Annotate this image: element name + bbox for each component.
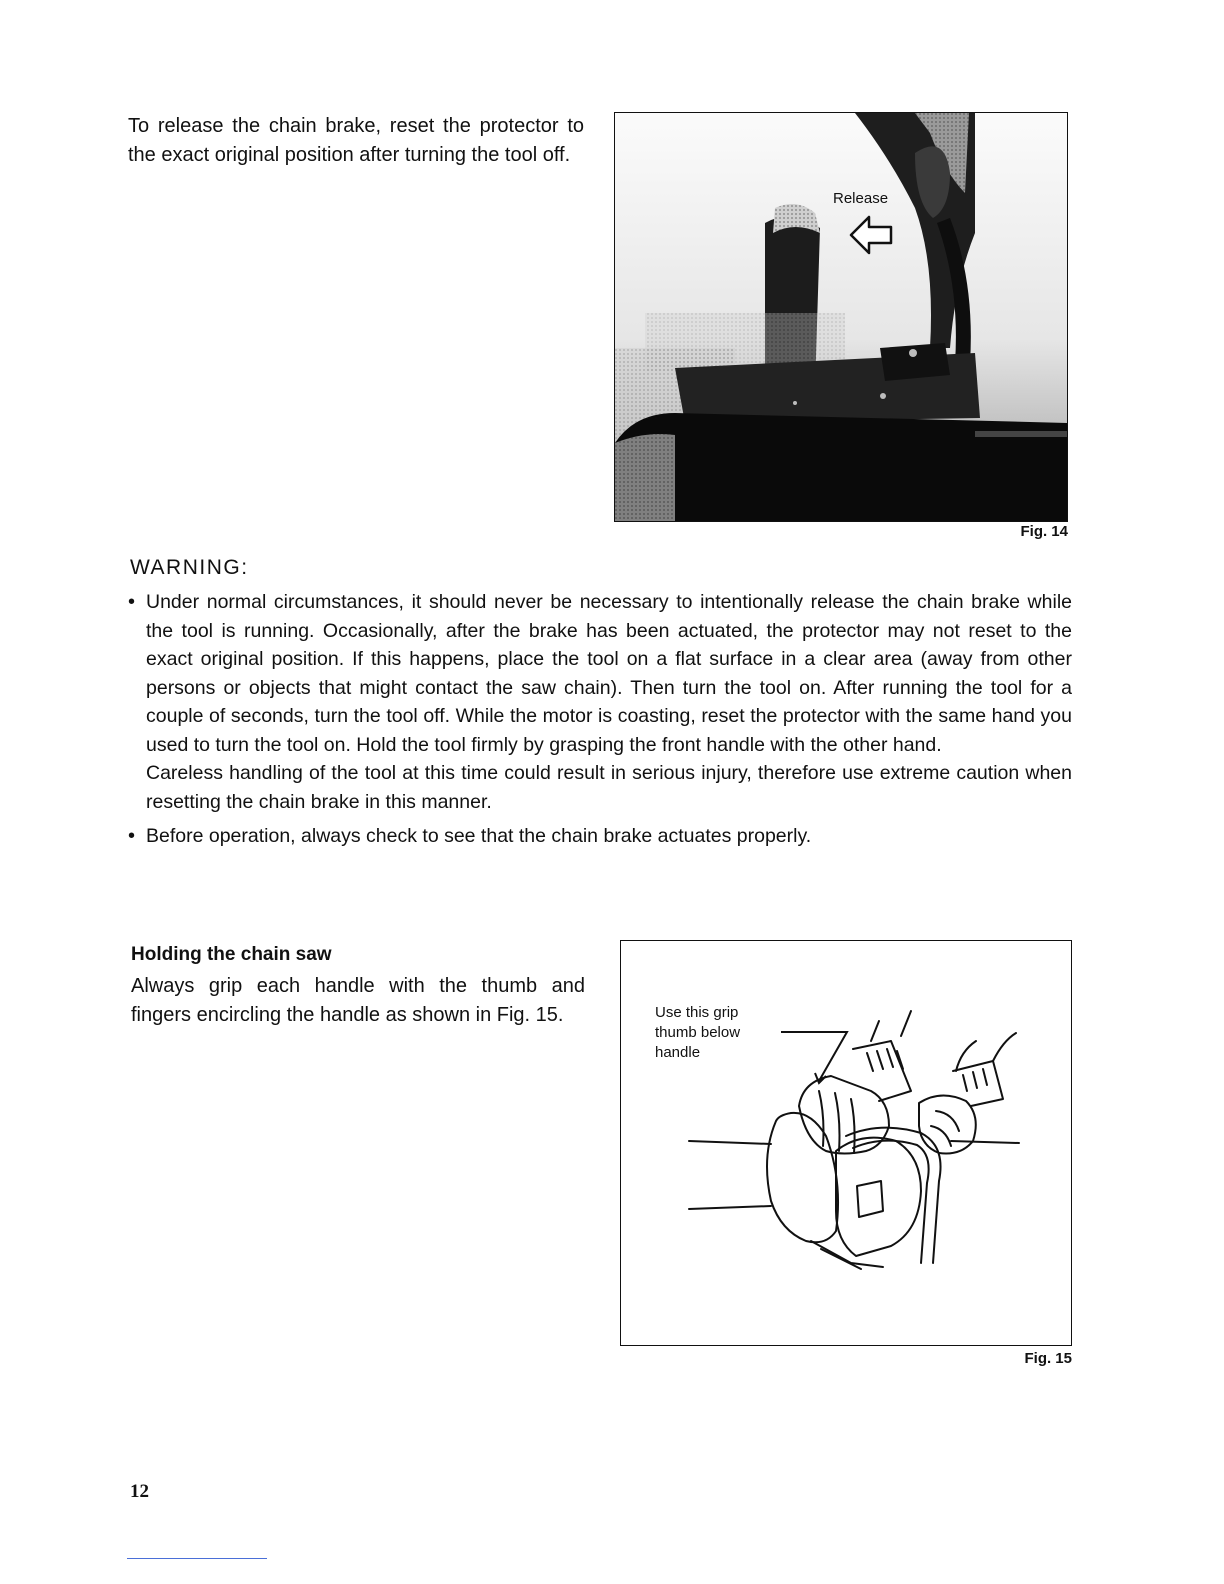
release-label: Release <box>833 190 889 207</box>
grip-label-line: Use this grip <box>655 1004 739 1021</box>
footer-rule <box>127 1558 267 1559</box>
chain-brake-photo-illustration <box>615 113 1068 522</box>
bullet-icon: • <box>128 825 136 847</box>
figure-15-caption: Fig. 15 <box>1024 1350 1072 1367</box>
grip-label-line: handle <box>655 1044 701 1061</box>
figure-15-drawing <box>620 940 1072 1346</box>
figure-14-photo <box>614 112 1068 522</box>
page-number: 12 <box>130 1481 149 1502</box>
figure-14-caption: Fig. 14 <box>1020 523 1068 540</box>
warning-item-paragraph: Careless handling of the tool at this time could result in serious injury, therefore use extreme caution when resetting the chain brake in this manner. <box>146 762 1072 813</box>
bullet-icon: • <box>128 591 136 613</box>
warning-heading: WARNING: <box>130 556 249 579</box>
grip-line-drawing <box>621 941 1072 1346</box>
warning-list <box>128 588 1072 851</box>
section-paragraph: Always grip each handle with the thumb and fingers encircling the handle as shown in Fig. 15. <box>131 975 585 1026</box>
warning-item <box>128 822 1072 851</box>
section-heading: Holding the chain saw <box>131 944 332 965</box>
warning-item <box>128 588 1072 816</box>
intro-paragraph: To release the chain brake, reset the protector to the exact original position after turning the tool off. <box>128 115 584 166</box>
grip-label-line: thumb below <box>655 1024 741 1041</box>
warning-item-paragraph: Before operation, always check to see that the chain brake actuates properly. <box>146 825 812 847</box>
warning-item-paragraph: Under normal circumstances, it should never be necessary to intentionally release the chain brake while the tool is running. Occasionally, after the brake has been actuated, the protector may not reset to the exact original position. If this happens, place the tool on a flat surface in a clear area (away from other persons or objects that might contact the saw chain). Then turn the tool on. After running the tool for a couple of seconds, turn the tool off. While the motor is coasting, reset the protector with the same hand you used to turn the tool on. Hold the tool firmly by grasping the front handle with the other hand. <box>146 591 1072 756</box>
